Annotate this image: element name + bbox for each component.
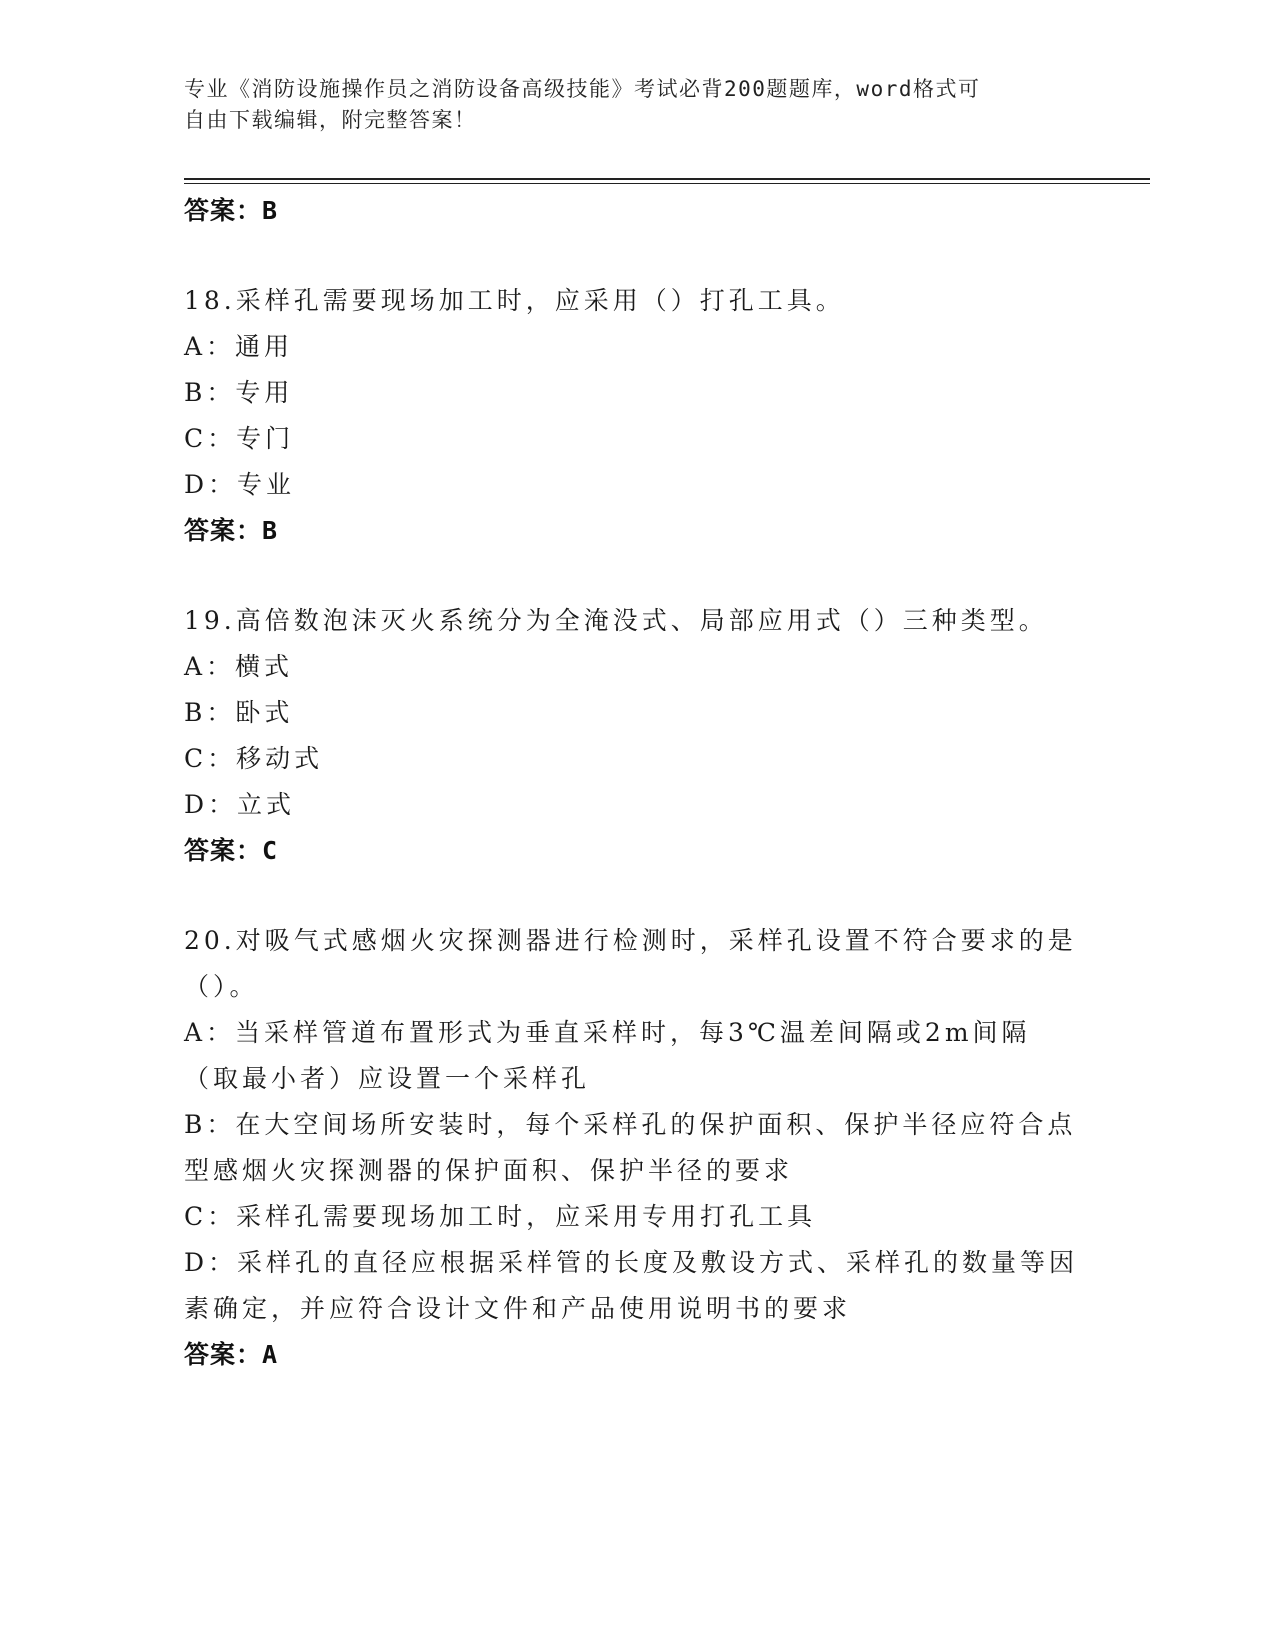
answer-line: 答案：B [184,516,279,545]
option-a: A：横式 [184,652,294,681]
option-b: B：在大空间场所安装时，每个采样孔的保护面积、保护半径应符合点型感烟火灾探测器的保护面积、保护半径的要求 [184,1110,1077,1185]
answer-line: 答案：B [184,196,279,225]
question-list [184,188,1084,1378]
option-b: B：专用 [184,378,294,407]
page-header [184,74,1044,136]
header-divider-thin [184,183,1150,184]
option-d: D：立式 [184,790,296,819]
option-d: D：采样孔的直径应根据采样管的长度及敷设方式、采样孔的数量等因素确定，并应符合设计文件和产品使用说明书的要求 [184,1248,1079,1323]
question-20 [184,918,1084,1378]
question-18 [184,278,1084,554]
answer-line: 答案：C [184,836,279,865]
option-a: A：通用 [184,332,294,361]
option-c: C：专门 [184,424,295,453]
answer-line: 答案：A [184,1340,279,1369]
header-title-line-1: 专业《消防设施操作员之消防设备高级技能》考试必背200题题库，word格式可 [184,77,981,101]
header-divider-thick [184,178,1150,180]
option-a: A：当采样管道布置形式为垂直采样时，每3℃温差间隔或2m间隔（取最小者）应设置一个采样孔 [184,1018,1031,1093]
question-stem: 20.对吸气式感烟火灾探测器进行检测时，采样孔设置不符合要求的是（）。 [184,926,1077,1001]
option-b: B：卧式 [184,698,294,727]
question-19 [184,598,1084,874]
header-title-line-2: 自由下载编辑，附完整答案！ [184,108,477,132]
option-d: D：专业 [184,470,296,499]
question-stem: 19.高倍数泡沫灭火系统分为全淹没式、局部应用式（）三种类型。 [184,606,1048,635]
question-stem: 18.采样孔需要现场加工时，应采用（）打孔工具。 [184,286,845,315]
option-c: C：移动式 [184,744,324,773]
option-c: C：采样孔需要现场加工时，应采用专用打孔工具 [184,1202,817,1231]
